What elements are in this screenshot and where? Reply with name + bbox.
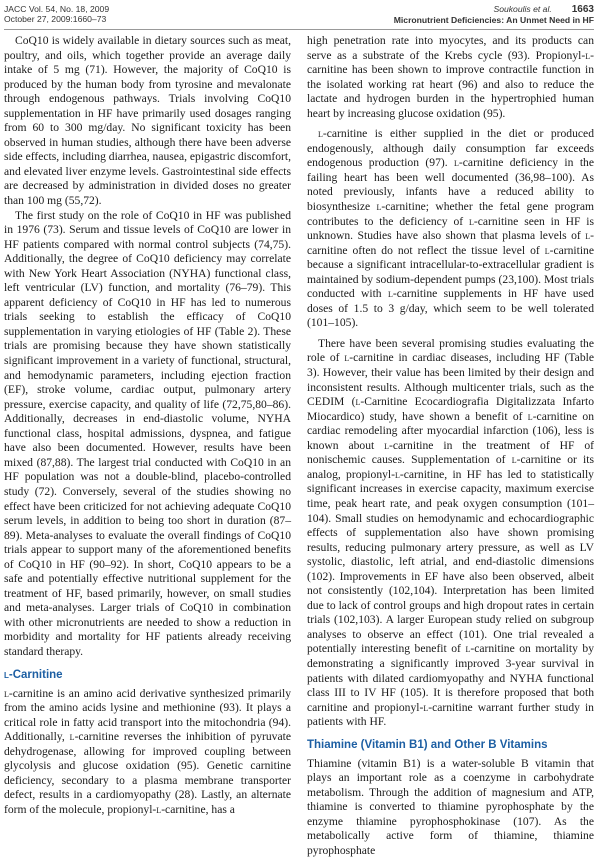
paragraph-carnitine-deficiency: l-carnitine is either supplied in the diet or produced endogenously, although daily consumption far exceeds endogenous production (97). l-carnitine deficiency in the failing heart has been well documented (36,98–100). As noted previously, infants have a reduced ability to biosynthesize l-carnitine; whether the fetal gene program contributes to the deficiency of l-carnitine seen in HF is unknown. Studies have also shown that plasma levels of l-carnitine often do not reflect the tissue level of l-carnitine because a significant intracellular-to-extracellular gradient is maintained by sodium-dependent pumps (23,100). Most trials conducted with l-carnitine supplements in HF have used doses of 1.5 to 3 g/day, which seem to be well tolerated (101–105). [307,127,595,330]
running-header-right [394,4,594,26]
paragraph-propionyl-carnitine: high penetration rate into myocytes, and its products can serve as a substrate of the Krebs cycle (93). Propionyl-l-carnitine has been shown to improve contractile function in the isolated working rat heart (96) and also to reduce the lactate and hydrogen burden in the hypertrophied human heart by increasing glucose oxidation (95). [307,34,594,120]
paragraph-carnitine-trials: There have been several promising studies evaluating the role of l-carnitine in cardiac diseases, including HF (Table 3). However, their value has been limited by their design and inconsistent results. Although multicenter trials, such as the CEDIM (l-Carnitine Ecocardiografia Digitalizzata Infarto Miocardico) study, have shown a benefit of l-carnitine on cardiac remodeling after myocardial infarction (106), less is known about l-carnitine in the treatment of HF of nonischemic causes. Supplementation of l-carnitine or its analog, propionyl-l-carnitine, in HF has led to statistically significant increases in exercise capacity, maximum exercise time, peak heart rate, and peak oxygen consumption (101–104). Small studies on hemodynamic and echocardiographic effects of supplementation also have shown promising results, reducing pulmonary artery pressure, as well as LV systolic, diastolic, left atrial, and end-diastolic dimensions (102). Improvements in EF have also been observed, albeit not consistently (102,104). Interpretation has been limited due to lack of control groups and high dropout rates in certain trials (102,103). A larger European study relied on subgroup analyses to observe an effect (101). One trial revealed a potentially interesting benefit of l-carnitine on mortality by demonstrating a significantly improved 3-year survival in patients with dilated cardiomyopathy and NYHA functional class III to IV HF (105). It is therefore proposed that both carnitine and propionyl-l-carnitine warrant further study in patients with HF. [307,336,595,729]
journal-citation: JACC Vol. 54, No. 18, 2009 [4,4,110,14]
left-column [4,34,291,817]
paragraph-l-carnitine-intro: l-carnitine is an amino acid derivative synthesized primarily from the amino acids lysine and methionine (93). It plays a critical role in fatty acid transport into the mitochondria (94). Additionally, l-carnitine reverses the inhibition of pyruvate dehydrogenase, allowing for improved coupling between glycolysis and glucose oxidation (95). Genetic carnitine deficiency, secondary to a plasma membrane transporter defect, results in a cardiomyopathy (28). Lastly, an alternate form of the molecule, propionyl-l-carnitine, has a [4,686,291,816]
running-header-left [4,4,109,25]
paragraph-coq10-studies: The first study on the role of CoQ10 in HF was published in 1976 (73). Serum and tissue levels of CoQ10 are lower in HF patients compared with normal control subjects (74,75). Additionally, the degree of CoQ10 deficiency may correlate with New York Heart Association (NYHA) functional class, left ventricular (LV) function, and mortality (76–79). This apparent deficiency of CoQ10 in HF has led to numerous trials seeking to establish the efficacy of CoQ10 supplementation in varying etiologies of HF (Table 2). These trials are promising because they have shown statistically significant improvement in a variety of functional, structural, and hemodynamic parameters, including ejection fraction (EF), stroke volume, cardiac output, pulmonary artery pressure, exercise capacity, and quality of life (72,75,80–86). Additionally, decreases in end-diastolic volume, NYHA functional class, hospital admissions, dyspnea, and fatigue have also been documented. However, results have been mixed (87,88). The largest trial conducted with CoQ10 in an HF population was not a double-blind, placebo-controlled study (72). Conversely, several of the studies showing no effect have been criticized for not achieving adequate CoQ10 serum levels, in addition to being too short in duration (87–89). Meta-analyses to evaluate the overall findings of CoQ10 trials appear to support many of the aforementioned benefits of CoQ10 in HF (90–92). In short, CoQ10 appears to be a safe and potentially effective nutritional supplement for the treatment of HF, based primarily, however, on small studies and meta-analyses. Larger trials of CoQ10 in combination with other micronutrients are needed to show a reduction in morbidity and mortality for HF patients already receiving standard therapy. [4,208,291,658]
paragraph-coq10-sources: CoQ10 is widely available in dietary sources such as meat, poultry, and oils, which together provide an average daily intake of 5 mg (71). However, the majority of CoQ10 is produced by the human body from tyrosine and mevalonate through endogenous pathways. Trials involving CoQ10 supplementation in HF have primarily used dosages ranging from 60 to 300 mg/day. No significant toxicity has been observed in human studies, although there have been adverse side effects, including diarrhea, nausea, epigastric discomfort, and elevated liver enzyme levels. Gastrointestinal side effects are decreased by administration in divided doses no greater than 100 mg (55,72). [4,34,291,208]
page-number: 1663 [571,4,594,15]
right-column [307,34,594,859]
section-heading-l-carnitine: l-Carnitine [4,668,63,681]
issue-date-pages: October 27, 2009:1660–73 [4,14,107,25]
section-heading-thiamine: Thiamine (Vitamin B1) and Other B Vitamins [307,738,548,751]
paragraph-thiamine-intro: Thiamine (vitamin B1) is a water-soluble B vitamin that plays an important role as a coenzyme in carbohydrate metabolism. Through the addition of magnesium and ATP, thiamine is converted to thiamine pyrophosphate by the enzyme thiamine pyrophosphokinase (107). As the metabolically active form of thiamine, thiamine pyrophosphate [307,756,594,857]
running-title: Micronutrient Deficiencies: An Unmet Need in HF [393,15,594,26]
header-rule [4,29,594,30]
authors: Soukoulis et al. [493,4,552,14]
